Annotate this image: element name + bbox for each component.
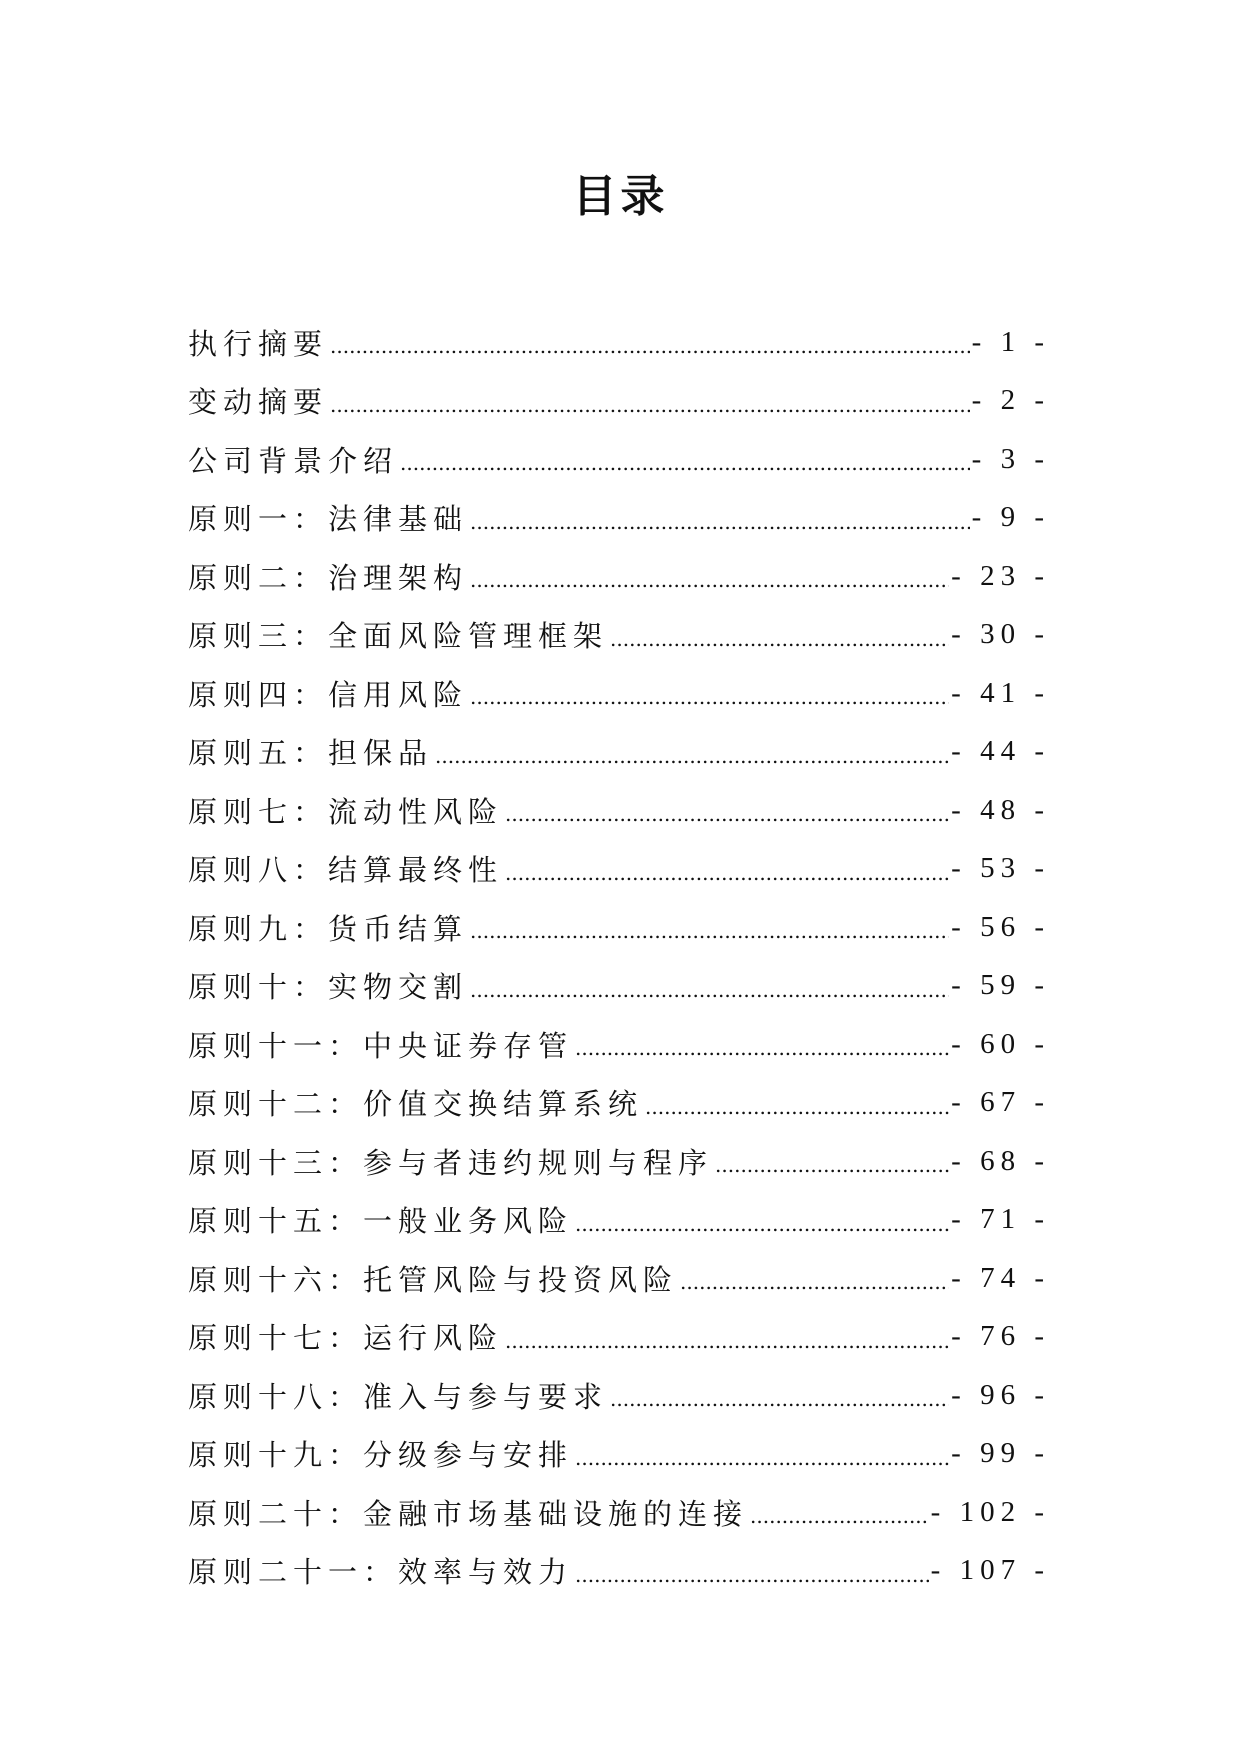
dot-leader bbox=[470, 919, 949, 943]
toc-entry-label: 原则二十一：效率与效力 bbox=[188, 1555, 574, 1590]
dot-leader bbox=[680, 1270, 949, 1294]
toc-entry[interactable] bbox=[188, 1015, 1050, 1074]
toc-entry-label: 原则十七：运行风险 bbox=[188, 1321, 504, 1356]
dot-leader bbox=[470, 685, 949, 709]
dot-leader bbox=[505, 802, 949, 826]
toc-page-number: - 60 - bbox=[951, 1027, 1050, 1060]
toc-page-number: - 48 - bbox=[951, 793, 1050, 826]
toc-page-number: - 107 - bbox=[930, 1554, 1050, 1587]
toc-page-number: - 67 - bbox=[951, 1086, 1050, 1119]
toc-page-number: - 53 - bbox=[951, 852, 1050, 885]
dot-leader bbox=[470, 568, 949, 592]
dot-leader bbox=[575, 1036, 949, 1060]
toc-entry[interactable] bbox=[188, 606, 1050, 665]
toc-entry-label: 原则七：流动性风险 bbox=[188, 794, 504, 829]
toc-page-number: - 3 - bbox=[971, 442, 1050, 475]
toc-page-number: - 71 - bbox=[951, 1203, 1050, 1236]
toc-page-number: - 1 - bbox=[971, 325, 1050, 358]
toc-entry[interactable] bbox=[188, 1366, 1050, 1425]
dot-leader bbox=[575, 1212, 949, 1236]
toc-entry[interactable] bbox=[188, 489, 1050, 548]
dot-leader bbox=[435, 744, 949, 768]
toc-entry-label: 原则十二：价值交换结算系统 bbox=[188, 1087, 644, 1122]
toc-page-number: - 102 - bbox=[930, 1495, 1050, 1528]
toc-entry[interactable] bbox=[188, 1308, 1050, 1367]
toc-entry[interactable] bbox=[188, 1191, 1050, 1250]
toc-entry-label: 原则九：货币结算 bbox=[188, 911, 469, 946]
toc-entry-label: 原则二：治理架构 bbox=[188, 560, 469, 595]
toc-page-number: - 99 - bbox=[951, 1437, 1050, 1470]
dot-leader bbox=[575, 1446, 949, 1470]
toc-page-number: - 59 - bbox=[951, 969, 1050, 1002]
toc-entry-label: 原则五：担保品 bbox=[188, 736, 434, 771]
toc-entry-label: 原则十一：中央证券存管 bbox=[188, 1028, 574, 1063]
dot-leader bbox=[645, 1095, 949, 1119]
toc-page-number: - 41 - bbox=[951, 676, 1050, 709]
toc-entry-label: 原则四：信用风险 bbox=[188, 677, 469, 712]
dot-leader bbox=[505, 1329, 949, 1353]
toc-entry[interactable] bbox=[188, 1425, 1050, 1484]
toc-entry[interactable] bbox=[188, 781, 1050, 840]
dot-leader bbox=[505, 861, 949, 885]
table-of-contents bbox=[188, 313, 1050, 1600]
toc-entry[interactable] bbox=[188, 1074, 1050, 1133]
toc-entry-label: 原则三：全面风险管理框架 bbox=[188, 619, 609, 654]
toc-entry-label: 变动摘要 bbox=[188, 385, 329, 420]
toc-page-number: - 74 - bbox=[951, 1261, 1050, 1294]
dot-leader bbox=[470, 978, 949, 1002]
toc-page-number: - 96 - bbox=[951, 1378, 1050, 1411]
toc-page-number: - 30 - bbox=[951, 618, 1050, 651]
dot-leader bbox=[330, 334, 970, 358]
toc-page-number: - 9 - bbox=[971, 501, 1050, 534]
toc-entry[interactable] bbox=[188, 723, 1050, 782]
toc-entry[interactable] bbox=[188, 1249, 1050, 1308]
toc-entry[interactable] bbox=[188, 840, 1050, 899]
toc-page-number: - 23 - bbox=[951, 559, 1050, 592]
toc-entry-label: 原则二十：金融市场基础设施的连接 bbox=[188, 1496, 749, 1531]
toc-entry-label: 公司背景介绍 bbox=[188, 443, 399, 478]
toc-entry[interactable] bbox=[188, 957, 1050, 1016]
toc-entry-label: 原则十五：一般业务风险 bbox=[188, 1204, 574, 1239]
toc-entry-label: 原则十：实物交割 bbox=[188, 970, 469, 1005]
toc-entry[interactable] bbox=[188, 1542, 1050, 1601]
dot-leader bbox=[610, 627, 949, 651]
toc-page-number: - 44 - bbox=[951, 735, 1050, 768]
dot-leader bbox=[330, 393, 970, 417]
dot-leader bbox=[715, 1153, 949, 1177]
toc-entry[interactable] bbox=[188, 430, 1050, 489]
dot-leader bbox=[575, 1563, 929, 1587]
toc-entry-label: 原则一：法律基础 bbox=[188, 502, 469, 537]
toc-entry-label: 执行摘要 bbox=[188, 326, 329, 361]
toc-entry[interactable] bbox=[188, 664, 1050, 723]
toc-entry[interactable] bbox=[188, 1132, 1050, 1191]
toc-entry[interactable] bbox=[188, 547, 1050, 606]
toc-entry[interactable] bbox=[188, 313, 1050, 372]
toc-entry-label: 原则十六：托管风险与投资风险 bbox=[188, 1262, 679, 1297]
dot-leader bbox=[470, 510, 970, 534]
dot-leader bbox=[400, 451, 970, 475]
toc-page-number: - 56 - bbox=[951, 910, 1050, 943]
toc-entry-label: 原则八：结算最终性 bbox=[188, 853, 504, 888]
dot-leader bbox=[610, 1387, 949, 1411]
toc-entry[interactable] bbox=[188, 1483, 1050, 1542]
dot-leader bbox=[750, 1504, 929, 1528]
toc-entry[interactable] bbox=[188, 898, 1050, 957]
page-title: 目录 bbox=[572, 171, 669, 222]
toc-entry[interactable] bbox=[188, 372, 1050, 431]
toc-page-number: - 76 - bbox=[951, 1320, 1050, 1353]
toc-page-number: - 68 - bbox=[951, 1144, 1050, 1177]
toc-page-number: - 2 - bbox=[971, 384, 1050, 417]
toc-entry-label: 原则十八：准入与参与要求 bbox=[188, 1379, 609, 1414]
toc-entry-label: 原则十九：分级参与安排 bbox=[188, 1438, 574, 1473]
toc-entry-label: 原则十三：参与者违约规则与程序 bbox=[188, 1145, 714, 1180]
